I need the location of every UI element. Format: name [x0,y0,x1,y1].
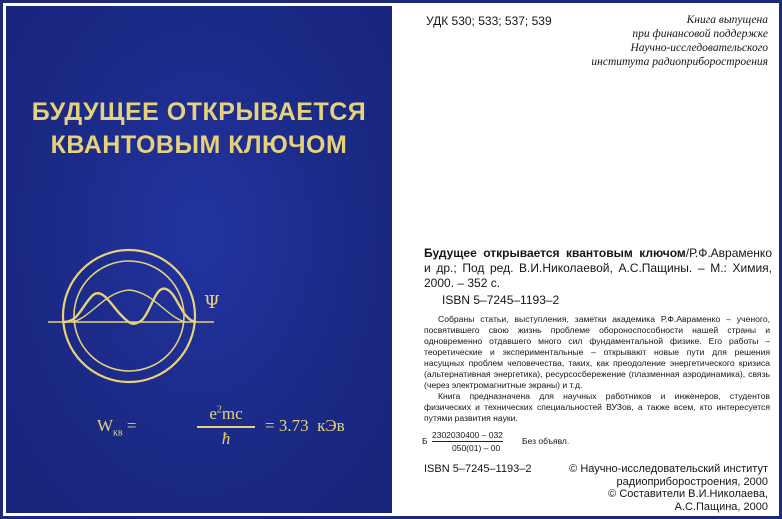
biblio-title: Будущее открывается квантовым ключом [424,246,686,260]
formula-numerator-exponent: 2 [216,404,222,416]
code-numerator: 2302030400 – 032 [432,430,503,440]
funding-line: института радиоприборостроения [591,56,768,68]
funding-line: Научно-исследовательского [630,42,768,54]
wave-circle-emblem-icon [46,244,236,404]
funding-line: Книга выпущена [686,14,768,26]
annotation-paragraph: Книга предназначена для научных работников и инженеров, студентов физических и технических специальностей ВУЗов, а также всем, кто интересуется путями развития науки. [424,391,770,423]
annotation [424,314,770,424]
copyright-line: © Составители В.И.Николаева, [608,488,768,500]
isbn-bottom: ISBN 5–7245–1193–2 [424,463,532,475]
udk-classification: УДК 530; 533; 537; 539 [426,14,552,28]
funding-line: при финансовой поддержке [632,28,768,40]
fraction-bar [197,426,255,428]
psi-symbol: Ψ [204,292,220,313]
formula-lhs-symbol: W [97,416,114,435]
funding-note [588,13,768,69]
formula-lhs: $W_{кв}$ = [97,416,137,439]
cover-title-line1: БУДУЩЕЕ ОТКРЫВАЕТСЯ [31,98,367,126]
emblem-outer-circle [63,250,195,382]
formula-value: = 3.73 [265,416,309,435]
copyright-line: А.С.Пащина, 2000 [674,500,768,513]
copyright-line: радиоприборостроения, 2000 [616,475,768,488]
copyright-block [548,463,768,513]
formula-denominator: ħ [221,429,231,448]
code-note: Без объявл. [522,436,570,446]
formula-rhs [265,416,345,436]
isbn-record: ISBN 5–7245–1193–2 [442,293,560,307]
bibliographic-record [424,246,772,291]
annotation-paragraph: Собраны статьи, выступления, заметки академика Р.Ф.Авраменко – ученого, посвятившего свою жизнь проблеме обороноспособности нашей страны и одновременно отдавшего много сил фундаментальной физике. Его работы – теоретические и экспериментальные – открывают новые пути для решения насущных проблем человечества, таких, как преодоление энергетического кризиса (альтернативная энергетика), ресурсосбережение (плазменная аэродинамика), связь (через электромагнитные экраны) и т.д. [424,314,770,390]
title-verso-page [398,6,776,513]
formula-lhs-subscript: кв [113,427,123,439]
code-denominator: 050(01) – 00 [452,443,501,453]
code-letter: Б [422,436,428,446]
formula-unit: кЭв [317,416,345,435]
publication-code [422,430,592,456]
emblem-envelope-curve [72,290,186,322]
book-cover [6,6,392,513]
formula-numerator [197,404,255,424]
copyright-line: © Научно-исследовательский институт [569,463,768,475]
cover-title-line2: КВАНТОВЫМ КЛЮЧОМ [50,131,348,159]
biblio-details: /Р.Ф.Авраменко и др.; Под ред. В.И.Николаевой, А.С.Пащины. – М.: Химия, 2000. – 352 с. [424,246,772,290]
cover-title [6,96,392,162]
emblem-inner-circle [74,261,184,371]
formula-numerator-base: e [209,404,217,423]
formula-numerator-rest: mc [221,404,243,423]
formula-fraction [197,404,255,449]
